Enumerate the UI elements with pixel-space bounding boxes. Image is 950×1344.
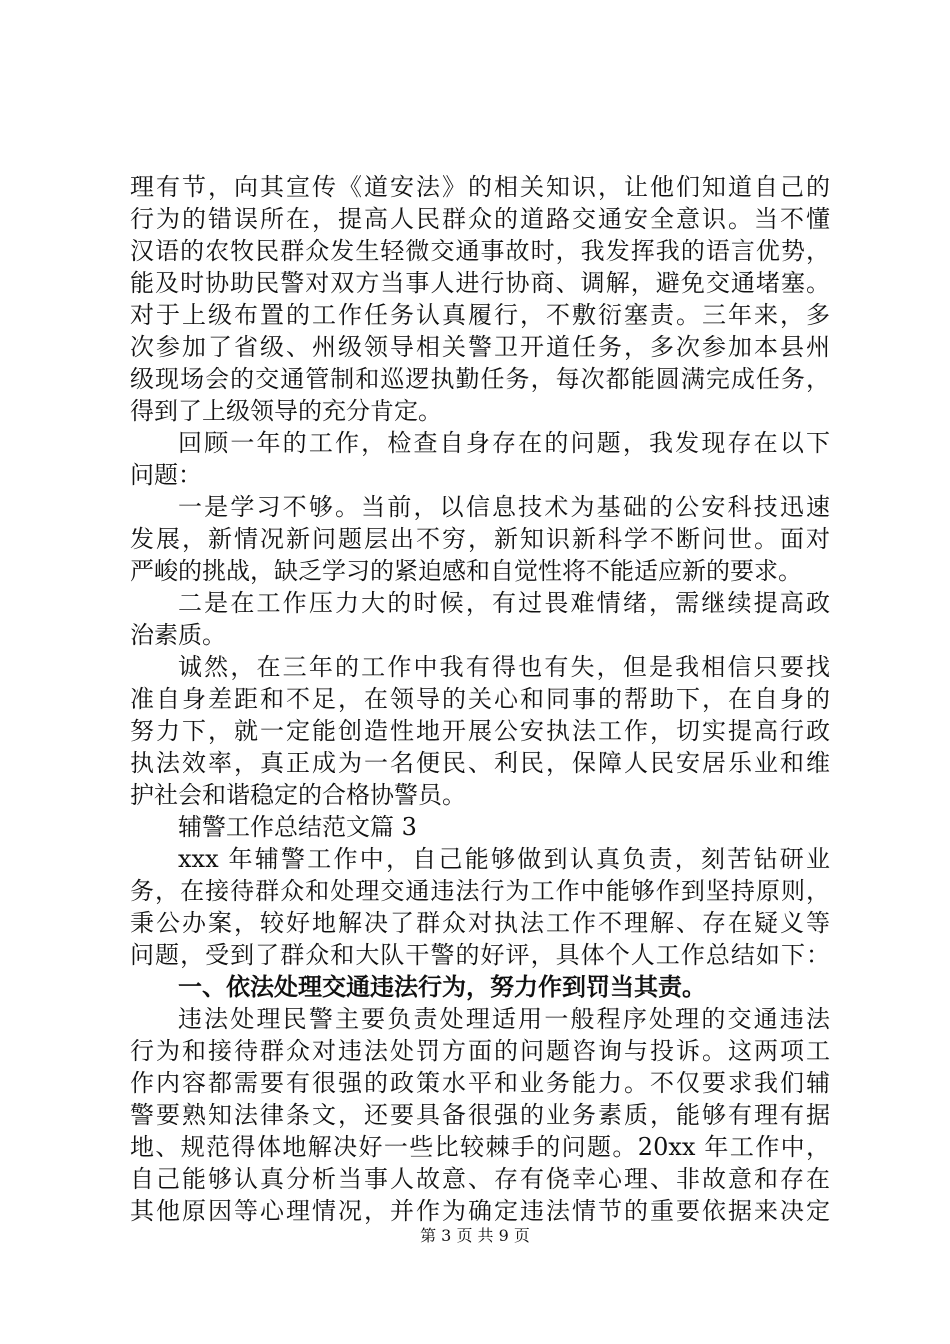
text-line: 其他原因等心理情况，并作为确定违法情节的重要依据来决定 bbox=[130, 1197, 830, 1225]
text-line: 问题，受到了群众和大队干警的好评，具体个人工作总结如下： bbox=[130, 941, 830, 969]
text-line: 对于上级布置的工作任务认真履行，不敷衍塞责。三年来，多 bbox=[130, 301, 830, 329]
text-line: 严峻的挑战，缺乏学习的紧迫感和自觉性将不能适应新的要求。 bbox=[130, 557, 802, 585]
text-line: 一是学习不够。当前，以信息技术为基础的公安科技迅速 bbox=[178, 493, 830, 521]
text-line: 行为的错误所在，提高人民群众的道路交通安全意识。当不懂 bbox=[130, 205, 830, 233]
text-line: 诚然，在三年的工作中我有得也有失，但是我相信只要找 bbox=[178, 653, 830, 681]
text-line: 护社会和谐稳定的合格协警员。 bbox=[130, 781, 466, 809]
text-line: 秉公办案，较好地解决了群众对执法工作不理解、存在疑义等 bbox=[130, 909, 830, 937]
text-line: 行为和接待群众对违法处罚方面的问题咨询与投诉。这两项工 bbox=[130, 1037, 830, 1065]
text-line: xxx 年辅警工作中，自己能够做到认真负责，刻苦钻研业 bbox=[178, 845, 830, 873]
section-heading: 一、依法处理交通违法行为，努力作到罚当其责。 bbox=[178, 973, 706, 1001]
text-line: 发展，新情况新问题层出不穷，新知识新科学不断问世。面对 bbox=[130, 525, 830, 553]
text-line: 问题： bbox=[130, 461, 202, 489]
text-line: 务，在接待群众和处理交通违法行为工作中能够作到坚持原则， bbox=[130, 877, 830, 905]
text-line: 回顾一年的工作，检查自身存在的问题，我发现存在以下 bbox=[178, 429, 830, 457]
text-line: 违法处理民警主要负责处理适用一般程序处理的交通违法 bbox=[178, 1005, 830, 1033]
text-line: 理有节，向其宣传《道安法》的相关知识，让他们知道自己的 bbox=[130, 173, 830, 201]
text-line: 作内容都需要有很强的政策水平和业务能力。不仅要求我们辅 bbox=[130, 1069, 830, 1097]
text-line: 级现场会的交通管制和巡逻执勤任务，每次都能圆满完成任务， bbox=[130, 365, 830, 393]
text-line: 自己能够认真分析当事人故意、存有侥幸心理、非故意和存在 bbox=[130, 1165, 830, 1193]
section-title: 辅警工作总结范文篇 3 bbox=[178, 813, 417, 841]
text-line: 地、规范得体地解决好一些比较棘手的问题。20xx 年工作中， bbox=[130, 1133, 830, 1161]
text-line: 执法效率，真正成为一名便民、利民，保障人民安居乐业和维 bbox=[130, 749, 830, 777]
text-line: 警要熟知法律条文，还要具备很强的业务素质，能够有理有据 bbox=[130, 1101, 830, 1129]
text-line: 汉语的农牧民群众发生轻微交通事故时，我发挥我的语言优势， bbox=[130, 237, 830, 265]
text-line: 二是在工作压力大的时候，有过畏难情绪，需继续提高政 bbox=[178, 589, 830, 617]
text-line: 努力下，就一定能创造性地开展公安执法工作，切实提高行政 bbox=[130, 717, 830, 745]
text-line: 准自身差距和不足，在领导的关心和同事的帮助下，在自身的 bbox=[130, 685, 830, 713]
page-number-footer: 第 3 页 共 9 页 bbox=[420, 1226, 530, 1245]
document-body bbox=[130, 171, 830, 1227]
text-line: 治素质。 bbox=[130, 621, 226, 649]
text-line: 能及时协助民警对双方当事人进行协商、调解，避免交通堵塞。 bbox=[130, 269, 830, 297]
text-line: 次参加了省级、州级领导相关警卫开道任务，多次参加本县州 bbox=[130, 333, 830, 361]
text-line: 得到了上级领导的充分肯定。 bbox=[130, 397, 442, 425]
